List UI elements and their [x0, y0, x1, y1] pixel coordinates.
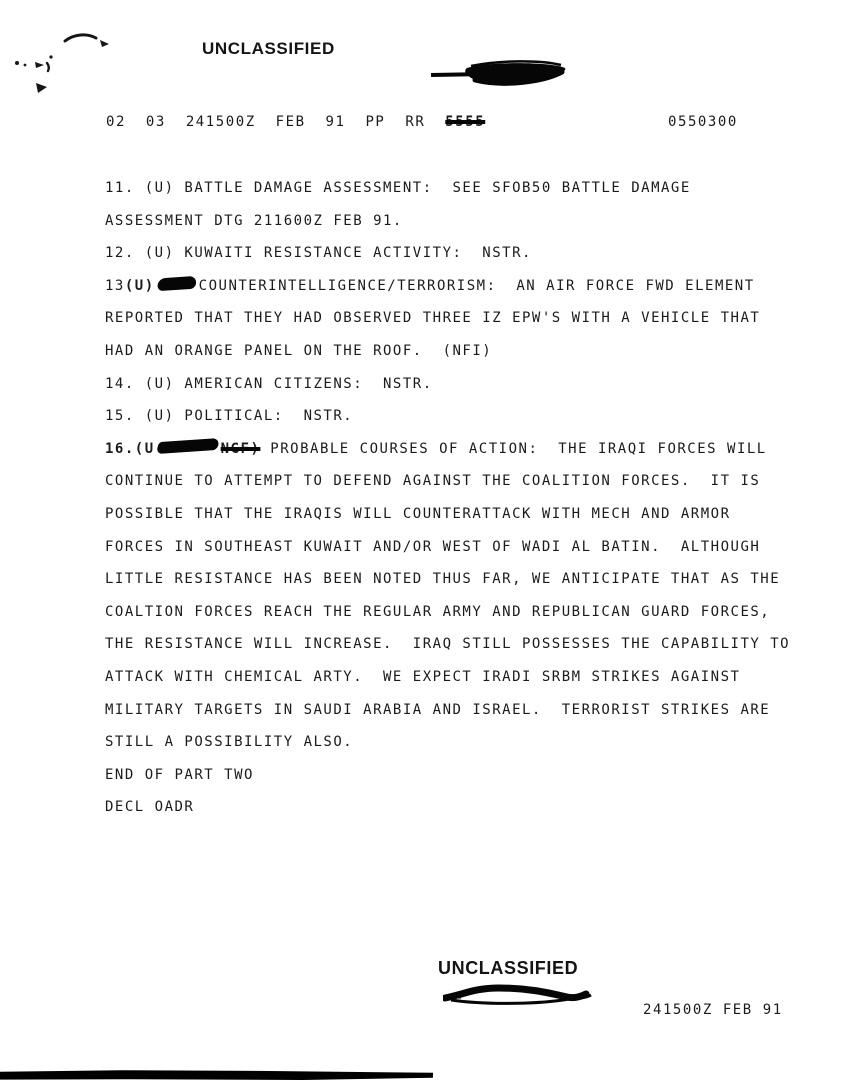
document-text: FORCES IN SOUTHEAST KUWAIT AND/OR WEST OF WADI AL BATIN. ALTHOUGH — [105, 538, 761, 555]
document-text: 15. (U) POLITICAL: NSTR. — [105, 408, 354, 425]
document-line — [105, 726, 815, 759]
document-line — [105, 661, 815, 694]
document-text: THE RESISTANCE WILL INCREASE. IRAQ STILL POSSESSES THE CAPABILITY TO — [105, 636, 791, 653]
document-text: LITTLE RESISTANCE HAS BEEN NOTED THUS FAR, WE ANTICIPATE THAT AS THE — [105, 571, 781, 588]
document-text: PROBABLE COURSES OF ACTION: THE IRAQI FORCES WILL — [260, 440, 767, 457]
document-text: DECL OADR — [105, 799, 195, 816]
document-line — [105, 433, 815, 466]
document-line — [105, 563, 815, 596]
document-line — [105, 628, 815, 661]
document-text: HAD AN ORANGE PANEL ON THE ROOF. (NFI) — [105, 342, 493, 359]
document-text: (U) — [124, 277, 155, 294]
document-text: STILL A POSSIBILITY ALSO. — [105, 734, 354, 751]
struck-routing-code: 5555 — [445, 114, 486, 130]
document-text: ASSESSMENT DTG 211600Z FEB 91. — [105, 212, 403, 229]
document-text: 12. (U) KUWAITI RESISTANCE ACTIVITY: NSTR. — [105, 245, 532, 262]
spacer — [425, 114, 445, 130]
redaction-scribble — [156, 438, 220, 454]
document-text: REPORTED THAT THEY HAD OBSERVED THREE IZ EPW'S WITH A VEHICLE THAT — [105, 310, 761, 327]
document-text: MILITARY TARGETS IN SAUDI ARABIA AND ISRAEL. TERRORIST STRIKES ARE — [105, 701, 771, 718]
handwritten-ink-marks — [10, 30, 120, 96]
document-text: CONTINUE TO ATTEMPT TO DEFEND AGAINST THE COALITION FORCES. IT IS — [105, 473, 761, 490]
document-text: 13 — [105, 277, 125, 294]
document-line — [105, 270, 815, 303]
document-line — [105, 498, 815, 531]
document-body — [105, 172, 815, 824]
message-header-line — [106, 112, 485, 132]
document-line — [105, 759, 815, 792]
document-line — [105, 335, 815, 368]
footer-datetime-group: 241500Z FEB 91 — [643, 1002, 783, 1018]
document-text: END OF PART TWO — [105, 766, 254, 783]
document-line — [105, 368, 815, 401]
redacted-secret-stamp-bottom — [443, 984, 595, 1008]
struck-text: NGF) — [220, 440, 261, 457]
document-line — [105, 694, 815, 727]
document-line — [105, 237, 815, 270]
message-header-text: 02 03 241500Z FEB 91 PP RR — [106, 114, 426, 130]
document-text: COUNTERINTELLIGENCE/TERRORISM: AN AIR FORCE FWD ELEMENT — [198, 277, 755, 294]
redaction-bar — [0, 1070, 433, 1080]
document-text: POSSIBLE THAT THE IRAQIS WILL COUNTERATTACK WITH MECH AND ARMOR — [105, 505, 731, 522]
top-classification-label: UNCLASSIFIED — [202, 39, 335, 58]
document-line — [105, 302, 815, 335]
document-line — [105, 205, 815, 238]
document-text: 11. (U) BATTLE DAMAGE ASSESSMENT: SEE SFOB50 BATTLE DAMAGE — [105, 180, 691, 196]
document-line — [105, 531, 815, 564]
document-line — [105, 791, 815, 824]
document-text: COALTION FORCES REACH THE REGULAR ARMY AND REPUBLICAN GUARD FORCES, — [105, 603, 771, 620]
document-line — [105, 596, 815, 629]
document-text: 14. (U) AMERICAN CITIZENS: NSTR. — [105, 375, 433, 392]
document-text: 16.(U — [105, 440, 155, 457]
document-line — [105, 465, 815, 498]
document-line — [105, 172, 815, 205]
redaction-scribble — [156, 275, 198, 291]
serial-number: 0550300 — [668, 114, 738, 130]
document-line — [105, 400, 815, 433]
redacted-secret-stamp-top — [431, 59, 569, 91]
document-text: ATTACK WITH CHEMICAL ARTY. WE EXPECT IRADI SRBM STRIKES AGAINST — [105, 668, 741, 685]
bottom-classification-label: UNCLASSIFIED — [438, 958, 579, 978]
